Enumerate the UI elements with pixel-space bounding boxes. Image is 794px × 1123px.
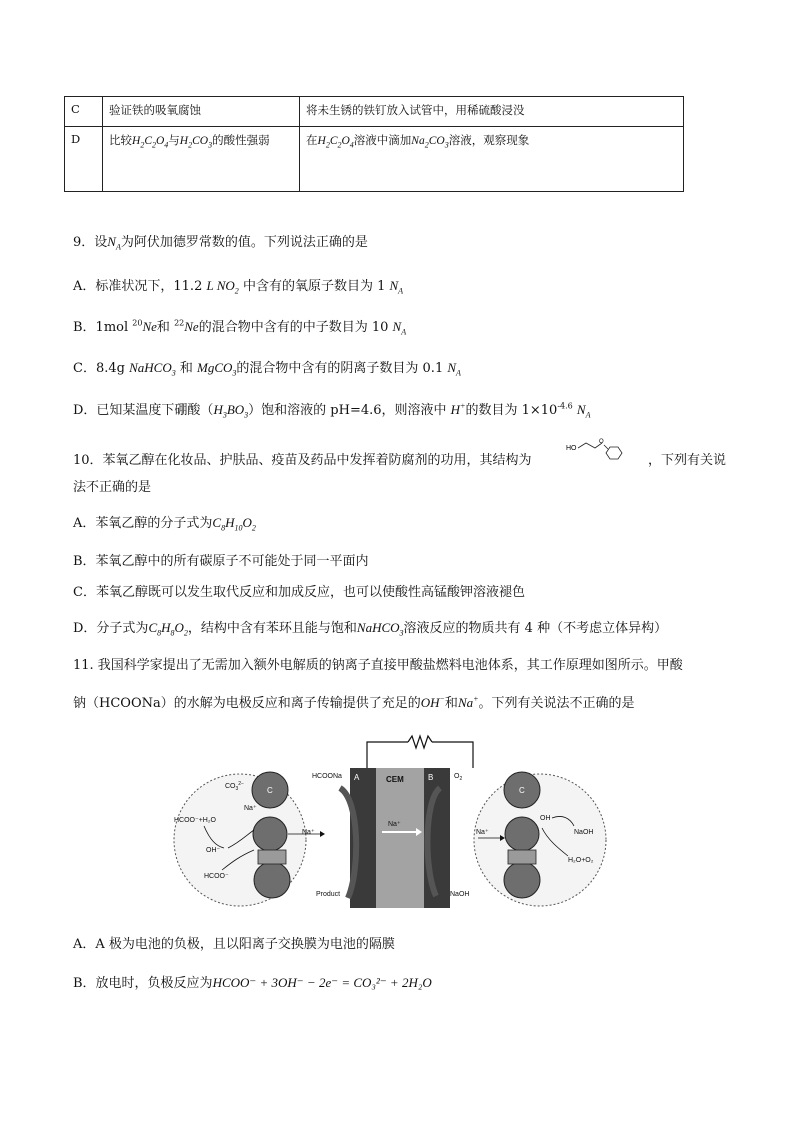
options-table bbox=[64, 96, 684, 192]
q9-option-d: D．已知某温度下硼酸$(H_3BO_3)$饱和溶液的 pH=4.6，则溶液中 H+的数目为 $1\times 10^{-4.6}$ $N_A$ bbox=[73, 401, 591, 420]
row-method: 在$H_2C_2O_4$溶液中滴加$Na_2CO_3$溶液，观察现象 bbox=[300, 127, 684, 192]
structure-ho-label: HO bbox=[566, 445, 577, 452]
left-c-label: C bbox=[267, 786, 273, 795]
q11-option-a: A．A 极为电池的负极，且以阳离子交换膜为电池的隔膜 bbox=[73, 937, 395, 952]
q10-option-c: C．苯氧乙醇既可以发生取代反应和加成反应，也可以使酸性高锰酸钾溶液褪色 bbox=[73, 585, 525, 600]
row-method: 将未生锈的铁钉放入试管中，用稀硫酸浸没 bbox=[300, 97, 684, 127]
right-oh-label: OH bbox=[540, 815, 551, 822]
label-na-center: Na⁺ bbox=[388, 821, 401, 828]
label-naoh-bottom: NaOH bbox=[450, 891, 470, 898]
row-purpose: 比较$H_2C_2O_4$与$H_2CO_3$的酸性强弱 bbox=[103, 127, 300, 192]
q10-option-a: A．苯氧乙醇的分子式为$C_8H_{10}O_2$ bbox=[73, 515, 256, 533]
q10-stem-line2: 法不正确的是 bbox=[73, 480, 152, 495]
phenoxyethanol-structure bbox=[566, 438, 642, 472]
label-product: Product bbox=[316, 891, 341, 898]
q10-option-d: D．分子式为$C_8H_8O_2$，结构中含有苯环且能与饱和NaHCO$_3$溶液反应的物质共有 4 种（不考虑立体异构） bbox=[73, 620, 668, 638]
q11-stem-line2: 钠（HCOONa）的水解为电极反应和离子传输提供了充足的OH−和Na+。下列有关说法不正确的是 bbox=[73, 694, 635, 711]
left-oh-label: OH⁻ bbox=[206, 847, 221, 854]
fuel-cell-diagram bbox=[170, 730, 610, 920]
left-co3-label: $CO_3^{2-}$ bbox=[225, 781, 244, 792]
left-hcoo-label: HCOO⁻ bbox=[204, 873, 229, 880]
row-label: C bbox=[65, 97, 103, 127]
table-row bbox=[65, 127, 684, 192]
right-c-label: C bbox=[519, 786, 525, 795]
right-na-label: Na⁺ bbox=[476, 829, 489, 836]
q10-stem-line1-end: ，下列有关说 bbox=[648, 453, 727, 468]
q9-option-a: A．标准状况下，11.2 L $NO_2$ 中含有的氧原子数目为 1 $N_A$ bbox=[73, 278, 404, 296]
table-row bbox=[65, 97, 684, 127]
label-cem: CEM bbox=[386, 775, 404, 784]
label-b: B bbox=[428, 773, 434, 782]
left-na2-label: Na⁺ bbox=[302, 829, 315, 836]
q11-b-equation: HCOO⁻ + 3OH⁻ − 2e⁻ = CO₃²⁻ + 2H₂O bbox=[212, 975, 432, 990]
q9-option-c: C．8.4g NaHCO$_3$ 和 MgCO$_3$的混合物中含有的阴离子数目为 0.1 $N_A$ bbox=[73, 360, 461, 378]
row-label: D bbox=[65, 127, 103, 192]
q11-option-b: B．放电时，负极反应为HCOO⁻ + 3OH⁻ − 2e⁻ = CO₃²⁻ + 2H₂O bbox=[73, 975, 432, 991]
label-a: A bbox=[354, 773, 360, 782]
q9-stem: 9．设$N_A$为阿伏加德罗常数的值。下列说法正确的是 bbox=[73, 234, 368, 252]
label-hcoona: HCOONa bbox=[312, 773, 342, 780]
row-purpose: 验证铁的吸氧腐蚀 bbox=[103, 97, 300, 127]
label-o2: $O_2$ bbox=[454, 773, 463, 782]
right-h2o-o2-label: H₂O+O₂ bbox=[568, 857, 594, 864]
left-na-label: Na⁺ bbox=[244, 805, 257, 812]
resistor-icon bbox=[408, 736, 432, 748]
q9-option-b: B．1mol $^{20}$Ne和 $^{22}$Ne的混合物中含有的中子数目为 10 $N_A$ bbox=[73, 318, 407, 337]
svg-text:O: O bbox=[599, 439, 604, 445]
q10-stem-line1: 10．苯氧乙醇在化妆品、护肤品、疫苗及药品中发挥着防腐剂的功用，其结构为 bbox=[73, 453, 532, 468]
flow-arrow-left bbox=[340, 788, 356, 898]
q10-option-b: B．苯氧乙醇中的所有碳原子不可能处于同一平面内 bbox=[73, 554, 369, 569]
q11-stem-line1: 11. 我国科学家提出了无需加入额外电解质的钠离子直接甲酸盐燃料电池体系，其工作原理如图所示。甲酸 bbox=[73, 658, 683, 673]
left-hcoo-h2o-label: HCOO⁻+H₂O bbox=[174, 817, 216, 824]
right-naoh-label: NaOH bbox=[574, 829, 594, 836]
